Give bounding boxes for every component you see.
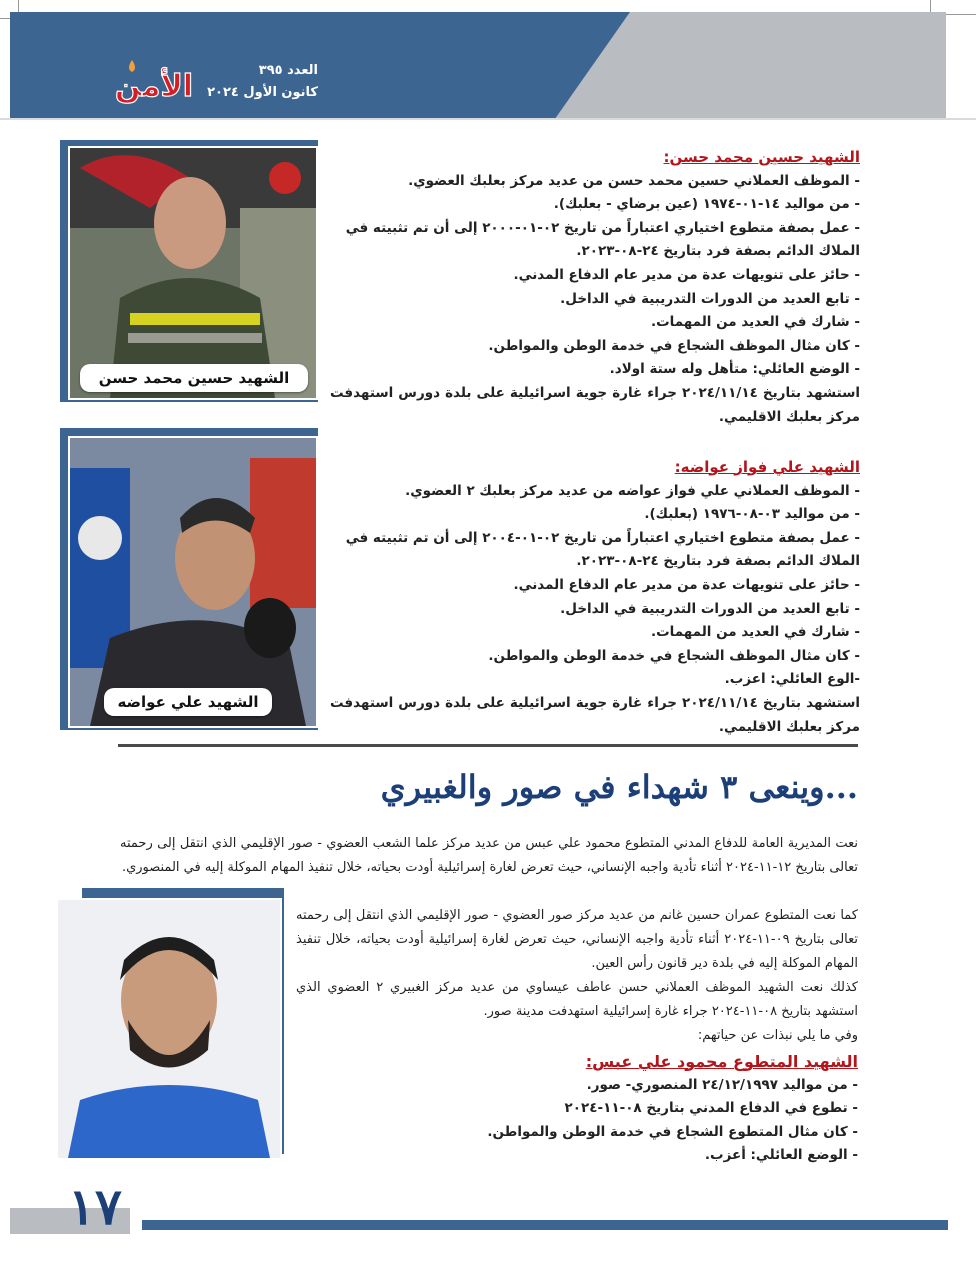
footer-blue-band bbox=[142, 1220, 948, 1230]
bio-line: - كان مثال الموظف الشجاع في خدمة الوطن والمواطن. bbox=[488, 337, 860, 354]
martyr3-heading: الشهيد المتطوع محمود علي عبس: bbox=[585, 1052, 858, 1071]
issue-info bbox=[200, 60, 318, 104]
bio-line: - الموظف العملاني علي فواز عواضه من عديد مركز بعلبك ٢ العضوي. bbox=[405, 482, 860, 499]
section-divider bbox=[118, 744, 858, 747]
page-number bbox=[40, 1176, 150, 1238]
bio-line: - الوضع العائلي: متأهل وله ستة اولاد. bbox=[609, 361, 860, 378]
bio-line: - عمل بصفة متطوع اختياري اعتباراً من تاريخ ٠٢-٠١-٢٠٠٤ إلى أن تم تثبيته في الملاك الدائم بصفة فرد بتاريخ ٢٤-٠٨-٢٠٢٣. bbox=[345, 529, 860, 570]
header-blue-band bbox=[10, 12, 630, 118]
bio-line: - الوضع العائلي: أعزب. bbox=[704, 1147, 858, 1164]
issue-date: كانون الأول ٢٠٢٤ bbox=[207, 85, 318, 100]
bio-line: استشهد بتاريخ ٢٠٢٤/١١/١٤ جراء غارة جوية اسرائيلية على بلدة دورس استهدفت مركز بعلبك الاقليمي. bbox=[330, 694, 861, 735]
bio-line: - من مواليد ٢٤/١٢/١٩٩٧ المنصوري- صور. bbox=[586, 1076, 858, 1093]
bio-line: - تطوع في الدفاع المدني بتاريخ ٠٨-١١-٢٠٢٤ bbox=[564, 1100, 858, 1117]
issue-number: العدد ٣٩٥ bbox=[258, 63, 318, 78]
martyr2-heading: الشهيد علي فواز عواضه: bbox=[674, 458, 860, 476]
paragraph: وفي ما يلي نبذات عن حياتهم: bbox=[697, 1028, 858, 1043]
martyr1-bio bbox=[330, 146, 860, 429]
martyr1-heading: الشهيد حسين محمد حسن: bbox=[663, 148, 860, 166]
martyr3-photo bbox=[56, 898, 282, 1160]
header-divider bbox=[0, 118, 976, 120]
martyr2-bio bbox=[330, 456, 860, 739]
bio-line: - الموظف العملاني حسين محمد حسن من عديد مركز بعلبك العضوي. bbox=[408, 172, 860, 189]
bio-line: - شارك في العديد من المهمات. bbox=[650, 624, 860, 641]
bio-line: - كان مثال الموظف الشجاع في خدمة الوطن والمواطن. bbox=[488, 647, 860, 664]
martyr1-photo bbox=[68, 146, 318, 400]
martyr2-caption: الشهيد علي عواضه bbox=[104, 688, 272, 716]
magazine-logo bbox=[112, 56, 196, 104]
martyr3-bio bbox=[330, 1050, 858, 1168]
page-number-text: ١٧ bbox=[68, 1177, 122, 1236]
paragraph: نعت المديرية العامة للدفاع المدني المتطوع محمود علي عبس من عديد مركز علما الشعب العضوي - صور الإقليمي الذي انتقل إلى رحمته تعالى بتاريخ ١٢-١١-٢٠٢٤ أثناء تأدية واجبه الإنساني، حيث تعرض لغارة إسرائيلية أودت بحياته، خلال تنفيذ المهام الموكلة إليه في المنصوري. bbox=[120, 836, 858, 875]
martyr1-caption: الشهيد حسين محمد حسن bbox=[80, 364, 308, 392]
bio-line: - من مواليد ٠٣-٠٨-١٩٧٦ (بعلبك). bbox=[644, 506, 860, 523]
bio-line: - شارك في العديد من المهمات. bbox=[650, 314, 860, 331]
paragraph: كما نعت المتطوع عمران حسين غانم من عديد مركز صور العضوي - صور الإقليمي الذي انتقل إلى رحمته تعالى بتاريخ ٠٩-١١-٢٠٢٤ أثناء تأدية واجبه الإنساني، حيث تعرض لغارة إسرائيلية أودت بحياته، خلال تنفيذ المهام الموكلة إليه في بلدة دير قانون رأس العين. bbox=[296, 908, 859, 971]
section-intro bbox=[120, 832, 858, 880]
bio-line: - من مواليد ١٤-٠١-١٩٧٤ (عين برضاي - بعلبك). bbox=[553, 196, 860, 213]
bio-line: - عمل بصفة متطوع اختياري اعتباراً من تاريخ ٠٢-٠١-٢٠٠٠ إلى أن تم تثبيته في الملاك الدائم بصفة فرد بتاريخ ٢٤-٠٨-٢٠٢٣. bbox=[345, 219, 860, 260]
bio-line: - كان مثال المتطوع الشجاع في خدمة الوطن والمواطن. bbox=[487, 1123, 858, 1140]
bio-line: استشهد بتاريخ ٢٠٢٤/١١/١٤ جراء غارة جوية اسرائيلية على بلدة دورس استهدفت مركز بعلبك الاقليمي. bbox=[330, 384, 861, 425]
bio-line: - حائز على تنويهات عدة من مدير عام الدفاع المدني. bbox=[513, 266, 860, 283]
section-body bbox=[296, 904, 858, 1048]
section-title: ...وينعى ٣ شهداء في صور والغبيري bbox=[380, 768, 858, 806]
svg-text:الأمن: الأمن bbox=[114, 69, 194, 104]
bio-line: -الوع العائلي: اعزب. bbox=[724, 671, 860, 688]
bio-line: - تابع العديد من الدورات التدريبية في الداخل. bbox=[560, 290, 860, 307]
bio-line: - تابع العديد من الدورات التدريبية في الداخل. bbox=[560, 600, 860, 617]
bio-line: - حائز على تنويهات عدة من مدير عام الدفاع المدني. bbox=[513, 576, 860, 593]
paragraph: كذلك نعت الشهيد الموظف العملاني حسن عاطف عيساوي من عديد مركز الغبيري ٢ العضوي الذي استشهد بتاريخ ٠٨-١١-٢٠٢٤ جراء غارة إسرائيلية استهدفت مدينة صور. bbox=[296, 980, 858, 1019]
martyr2-photo bbox=[68, 436, 318, 728]
